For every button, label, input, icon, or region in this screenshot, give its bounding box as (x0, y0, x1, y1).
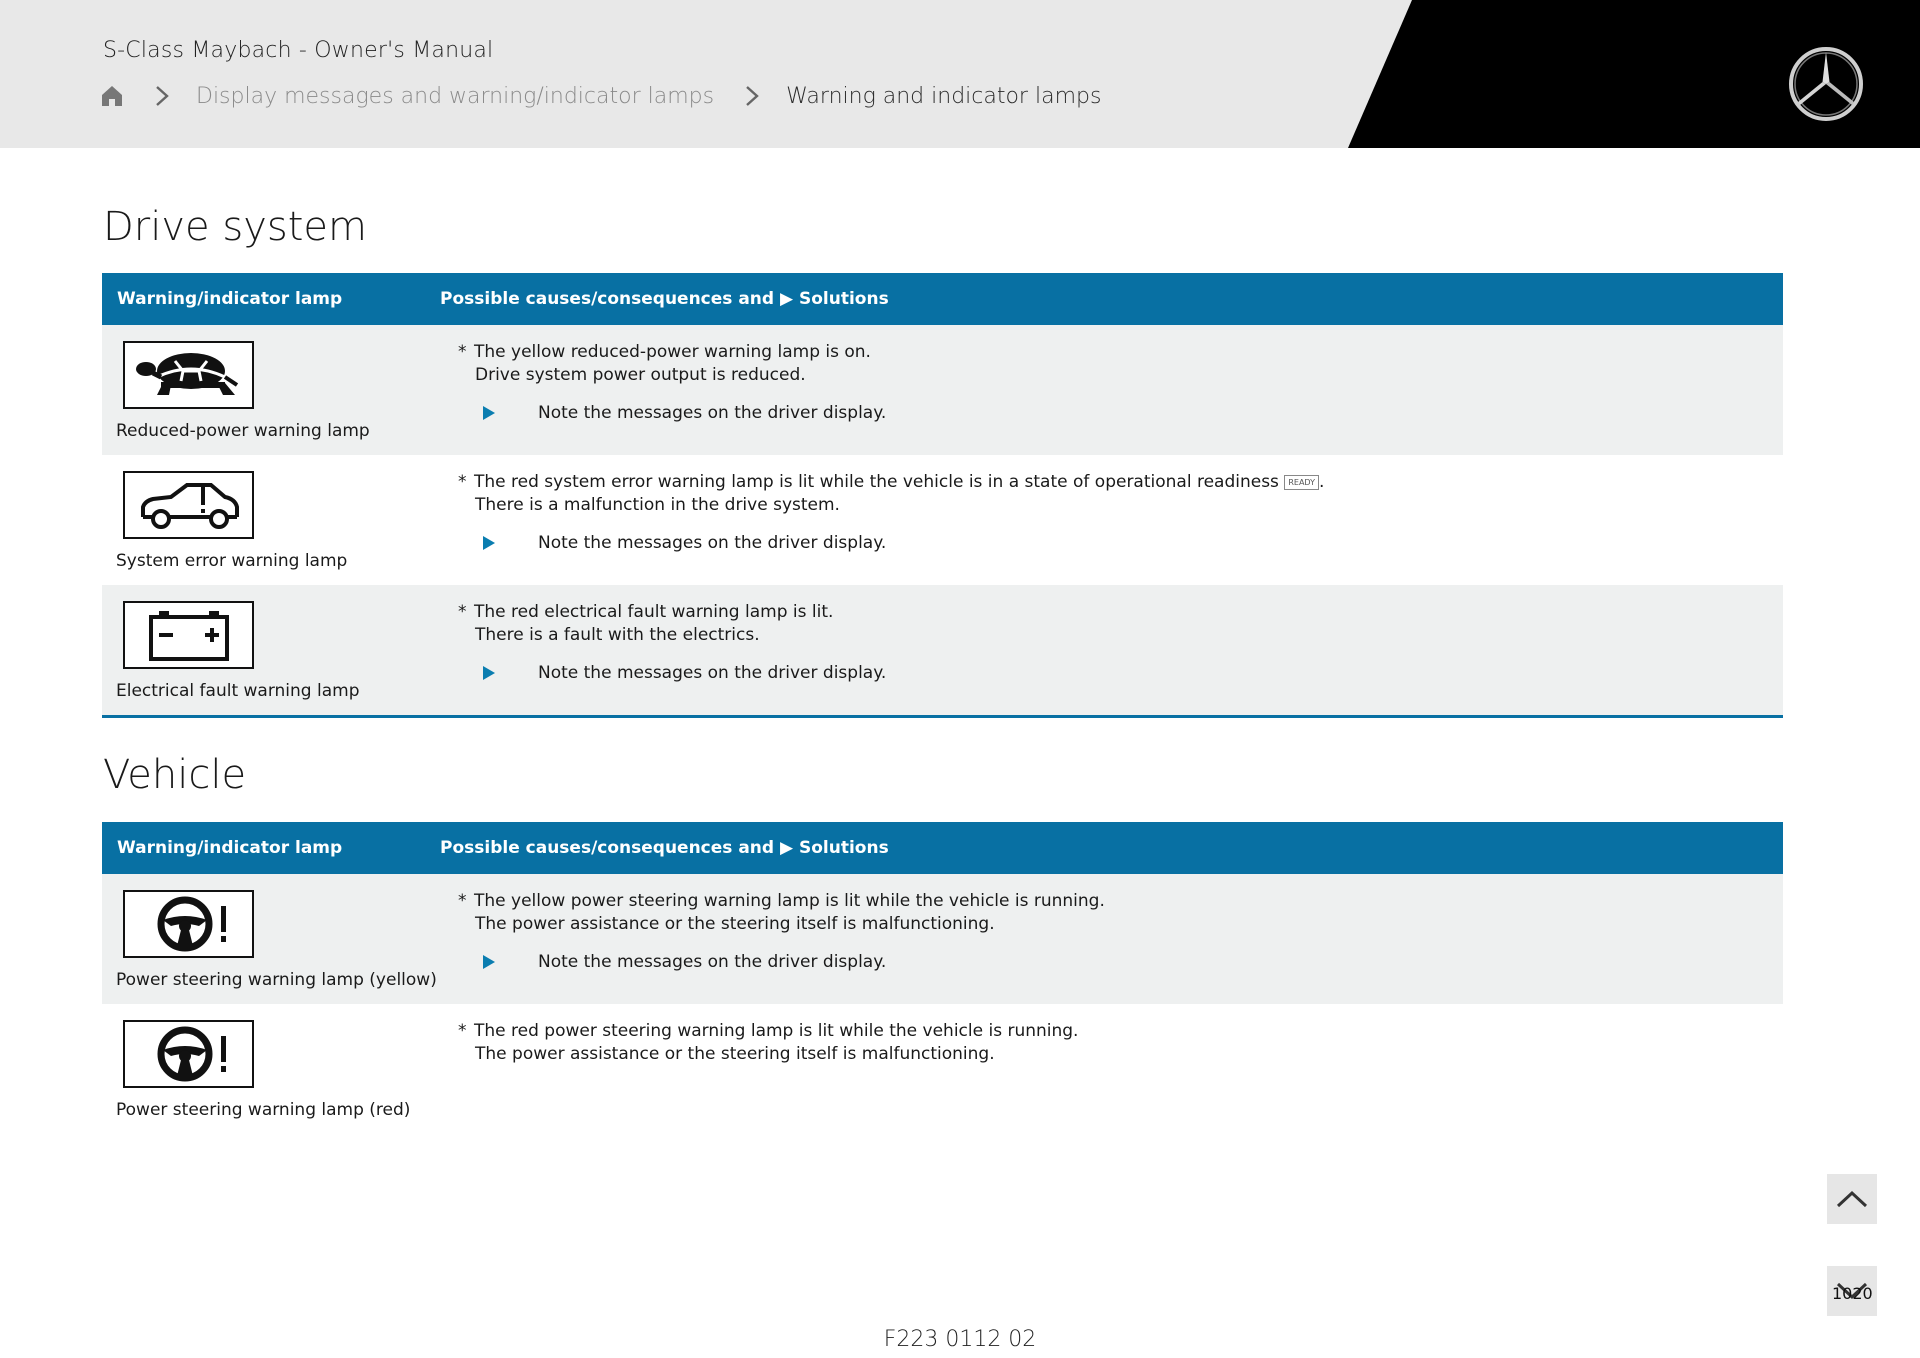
chevron-right-icon (744, 85, 760, 107)
lamp-label: Reduced-power warning lamp (116, 421, 370, 441)
chevron-right-icon (154, 85, 170, 107)
solution-arrow-icon (482, 405, 496, 421)
solution-arrow-icon (482, 665, 496, 681)
table-row (102, 325, 1783, 455)
cause-line: The power assistance or the steering itself is malfunctioning. (475, 914, 995, 934)
bullet: * (458, 891, 467, 911)
header-black-panel (0, 0, 1920, 148)
bullet: * (458, 1021, 467, 1041)
section-title-drive-system: Drive system (103, 204, 367, 250)
column-header-cause: Possible causes/consequences and ▶ Solutions (440, 289, 889, 309)
section-title-vehicle: Vehicle (103, 752, 247, 798)
cause-text (458, 341, 871, 387)
cause-text (458, 1020, 1078, 1066)
manual-title: S-Class Maybach - Owner's Manual (103, 38, 494, 63)
cause-text (458, 890, 1105, 936)
vehicle-table (102, 822, 1783, 1134)
solution (482, 663, 886, 683)
lamp-label: Power steering warning lamp (red) (116, 1100, 411, 1120)
breadcrumb-link[interactable]: Display messages and warning/indicator lamps (196, 83, 715, 109)
solution-arrow-icon (482, 535, 496, 551)
drive-system-table (102, 273, 1783, 718)
steering-wheel-exclamation-icon (131, 1026, 247, 1082)
chevron-up-icon (1835, 1189, 1869, 1209)
cause-line: There is a fault with the electrics. (475, 625, 760, 645)
breadcrumb-current: Warning and indicator lamps (786, 83, 1102, 109)
cause-line: The red electrical fault warning lamp is lit. (474, 602, 834, 622)
solution-text: Note the messages on the driver display. (538, 663, 887, 683)
table-row (102, 874, 1783, 1004)
lamp-label: Power steering warning lamp (yellow) (116, 970, 437, 990)
car-exclamation-icon (131, 477, 247, 533)
document-code: F223 0112 02 (883, 1327, 1037, 1352)
three-pointed-star-logo (1788, 46, 1864, 122)
table-row (102, 585, 1783, 715)
lamp-box (123, 890, 254, 958)
cause-line: There is a malfunction in the drive system. (475, 495, 840, 515)
lamp-box (123, 601, 254, 669)
steering-wheel-exclamation-icon (131, 896, 247, 952)
column-header-lamp: Warning/indicator lamp (117, 838, 343, 858)
home-icon[interactable] (100, 84, 124, 108)
lamp-box (123, 1020, 254, 1088)
cause-line: The power assistance or the steering itself is malfunctioning. (475, 1044, 995, 1064)
cause-line: Drive system power output is reduced. (475, 365, 806, 385)
table-header (102, 822, 1783, 874)
solution-text: Note the messages on the driver display. (538, 952, 887, 972)
solution (482, 403, 886, 423)
column-header-cause: Possible causes/consequences and ▶ Solutions (440, 838, 889, 858)
solution-text: Note the messages on the driver display. (538, 533, 887, 553)
cause-text (458, 471, 1324, 517)
table-bottom-rule (102, 715, 1783, 718)
lamp-box (123, 341, 254, 409)
cause-line: The red system error warning lamp is lit while the vehicle is in a state of operational readiness (474, 472, 1279, 492)
lamp-box (123, 471, 254, 539)
cause-text (458, 601, 833, 647)
cause-line-end: . (1319, 472, 1325, 492)
bullet: * (458, 602, 467, 622)
table-header (102, 273, 1783, 325)
column-header-lamp: Warning/indicator lamp (117, 289, 343, 309)
scroll-up-button[interactable] (1827, 1174, 1877, 1224)
cause-line: The yellow reduced-power warning lamp is on. (474, 342, 871, 362)
lamp-label: System error warning lamp (116, 551, 348, 571)
lamp-label: Electrical fault warning lamp (116, 681, 360, 701)
page-number: 1020 (1832, 1284, 1873, 1303)
battery-icon (131, 607, 247, 663)
turtle-icon (131, 347, 247, 403)
bullet: * (458, 472, 467, 492)
page-header (0, 0, 1920, 148)
ready-badge: READY (1284, 475, 1319, 490)
cause-line: The yellow power steering warning lamp is lit while the vehicle is running. (474, 891, 1105, 911)
solution-arrow-icon (482, 954, 496, 970)
solution (482, 533, 886, 553)
bullet: * (458, 342, 467, 362)
cause-line: The red power steering warning lamp is lit while the vehicle is running. (474, 1021, 1079, 1041)
solution (482, 952, 886, 972)
breadcrumb (100, 80, 1101, 112)
solution-text: Note the messages on the driver display. (538, 403, 887, 423)
table-row (102, 1004, 1783, 1134)
table-row (102, 455, 1783, 585)
